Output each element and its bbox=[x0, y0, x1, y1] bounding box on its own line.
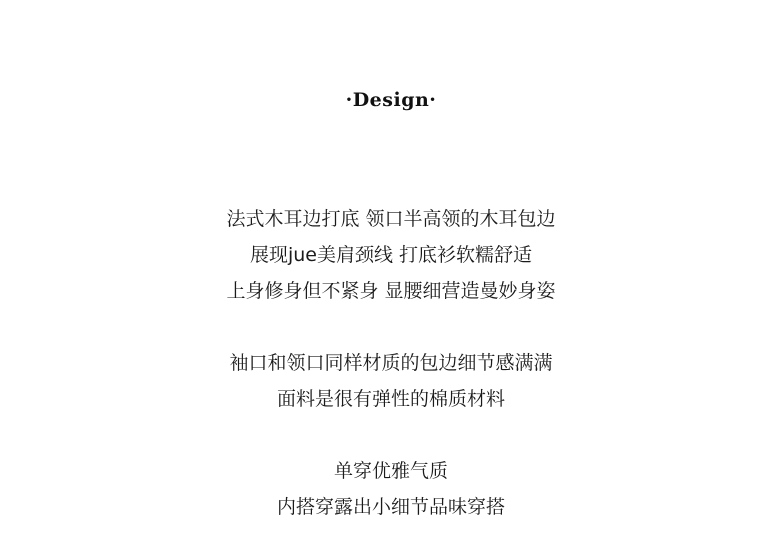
product-description bbox=[0, 201, 782, 525]
description-line: 面料是很有弹性的棉质材料 bbox=[276, 388, 505, 410]
description-line: 单穿优雅气质 bbox=[333, 460, 448, 482]
description-line: 上身修身但不紧身 显腰细营造曼妙身姿 bbox=[226, 280, 556, 302]
paragraph-style bbox=[0, 201, 782, 309]
design-heading: ·Design· bbox=[345, 89, 437, 111]
paragraph-spacer bbox=[0, 417, 782, 453]
description-line: 展现jue美肩颈线 打底衫软糯舒适 bbox=[249, 244, 533, 266]
description-line: 内搭穿露出小细节品味穿搭 bbox=[276, 496, 505, 518]
paragraph-detail bbox=[0, 345, 782, 417]
description-line: 袖口和领口同样材质的包边细节感满满 bbox=[229, 352, 553, 374]
description-line: 法式木耳边打底 领口半高领的木耳包边 bbox=[226, 208, 556, 230]
paragraph-wear bbox=[0, 453, 782, 525]
paragraph-spacer bbox=[0, 309, 782, 345]
